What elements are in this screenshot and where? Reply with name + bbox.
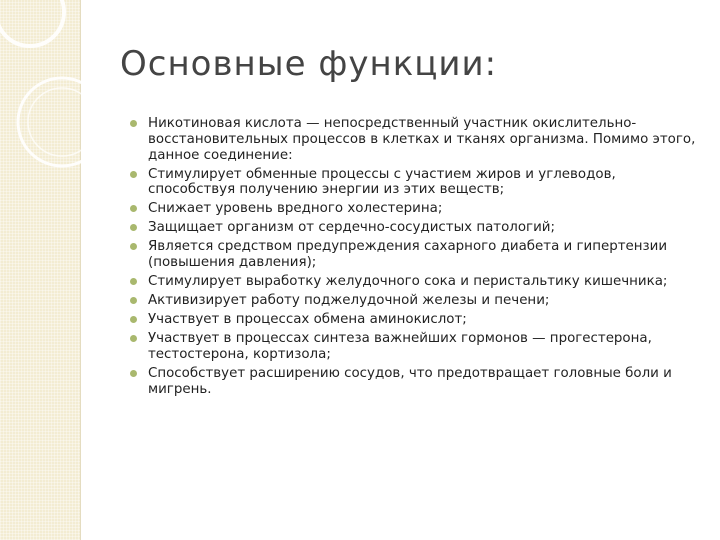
list-item <box>130 331 705 363</box>
list-item <box>130 366 705 398</box>
decor-circles <box>0 0 120 200</box>
page-title: Основные функции: <box>120 44 498 84</box>
list-item-text: Никотиновая кислота — непосредственный участник окислительно-восстановительных процессов в клетках и тканях организма. Помимо этого, данное соединение: <box>148 116 696 163</box>
list-item <box>130 293 705 309</box>
circle-bullet-icon <box>130 243 137 250</box>
list-item-text: Является средством предупреждения сахарного диабета и гипертензии (повышения давления); <box>148 239 668 271</box>
bullet-list <box>130 116 705 401</box>
list-item <box>130 167 705 199</box>
list-item-text: Активизирует работу поджелудочной железы и печени; <box>148 293 550 309</box>
circle-bullet-icon <box>130 335 137 342</box>
list-item-text: Снижает уровень вредного холестерина; <box>148 201 443 217</box>
list-item-text: Стимулирует выработку желудочного сока и перистальтику кишечника; <box>148 274 668 290</box>
circle-bullet-icon <box>130 224 137 231</box>
list-item <box>130 239 705 271</box>
list-item-text: Участвует в процессах обмена аминокислот; <box>148 312 467 328</box>
circle-bullet-icon <box>130 316 137 323</box>
list-item <box>130 201 705 217</box>
list-item <box>130 312 705 328</box>
list-item <box>130 116 705 163</box>
list-item-text: Способствует расширению сосудов, что предотвращает головные боли и мигрень. <box>148 365 672 397</box>
circle-bullet-icon <box>130 120 137 127</box>
circle-bullet-icon <box>130 205 137 212</box>
circle-bullet-icon <box>130 370 137 377</box>
list-item-text: Защищает организм от сердечно-сосудистых патологий; <box>148 220 556 236</box>
list-item-text: Участвует в процессах синтеза важнейших гормонов — прогестерона, тестостерона, кортизола; <box>148 331 652 362</box>
list-item-text: Стимулирует обменные процессы с участием жиров и углеводов, способствуя получению энергии из этих веществ; <box>148 166 616 198</box>
list-item <box>130 274 705 290</box>
circle-bullet-icon <box>130 278 137 285</box>
list-item <box>130 220 705 236</box>
circle-bullet-icon <box>130 297 137 304</box>
circle-bullet-icon <box>130 171 137 178</box>
